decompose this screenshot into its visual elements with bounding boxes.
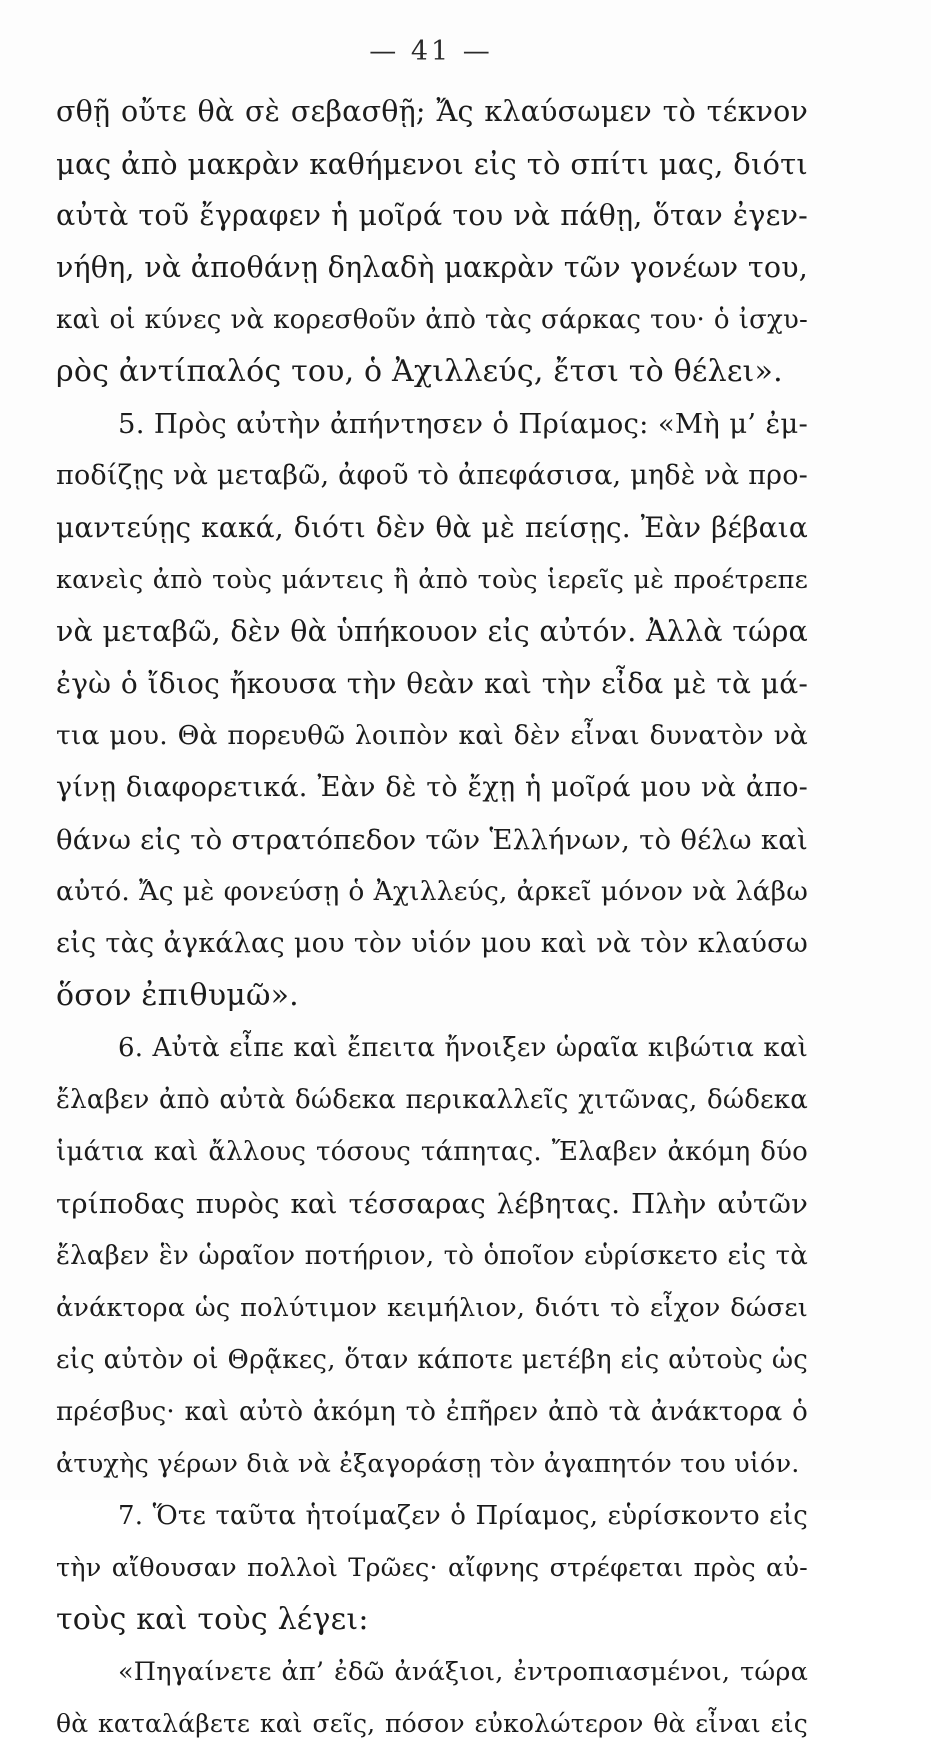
text-line: τοὺς καὶ τοὺς λέγει:: [56, 1602, 369, 1637]
text-line: εἰς τὰς ἀγκάλας μου τὸν υἱόν μου καὶ νὰ τὸν κλαύσω: [56, 928, 808, 959]
text-line: καὶ οἱ κύνες νὰ κορεσθοῦν ἀπὸ τὰς σάρκας του· ὁ ἰσχυ-: [56, 305, 808, 335]
text-line: ὅσον ἐπιθυμῶ».: [56, 978, 299, 1013]
text-line: ἐγὼ ὁ ἴδιος ἤκουσα τὴν θεὰν καὶ τὴν εἶδα μὲ τὰ μά-: [56, 667, 808, 700]
text-line: θάνω εἰς τὸ στρατόπεδον τῶν Ἑλλήνων, τὸ θέλω καὶ: [56, 824, 808, 856]
text-line: σθῇ οὔτε θὰ σὲ σεβασθῇ; Ἄς κλαύσωμεν τὸ τέκνον: [56, 95, 808, 128]
page-body-text: [56, 86, 808, 1750]
text-line: τὴν αἴθουσαν πολλοὶ Τρῶες· αἴφνης στρέφεται πρὸς αὐ-: [56, 1553, 808, 1583]
text-line: ἱμάτια καὶ ἄλλους τόσους τάπητας. Ἔλαβεν ἀκόμη δύο: [56, 1137, 808, 1167]
text-line: μας ἀπὸ μακρὰν καθήμενοι εἰς τὸ σπίτι μας, διότι: [56, 147, 808, 181]
text-line: ρὸς ἀντίπαλός του, ὁ Ἀχιλλεύς, ἔτσι τὸ θέλει».: [56, 354, 783, 389]
paragraph-start-line: 5. Πρὸς αὐτὴν ἀπήντησεν ὁ Πρίαμος: «Μὴ μ’ ἐμ-: [118, 408, 808, 440]
page-number: — 41 —: [369, 36, 493, 67]
text-line: νὰ μεταβῶ, δὲν θὰ ὑπήκουον εἰς αὐτόν. Ἀλλὰ τώρα: [56, 615, 808, 648]
paragraph-start-line: 6. Αὐτὰ εἶπε καὶ ἔπειτα ἤνοιξεν ὡραῖα κιβώτια καὶ: [118, 1033, 808, 1063]
text-line: ποδίζῃς νὰ μεταβῶ, ἀφοῦ τὸ ἀπεφάσισα, μηδὲ νὰ προ-: [56, 460, 808, 491]
text-line: τρίποδας πυρὸς καὶ τέσσαρας λέβητας. Πλὴν αὐτῶν: [56, 1188, 808, 1220]
text-line: πρέσβυς· καὶ αὐτὸ ἀκόμη τὸ ἐπῆρεν ἀπὸ τὰ ἀνάκτορα ὁ: [56, 1397, 808, 1427]
text-line: ἔλαβεν ἓν ὡραῖον ποτήριον, τὸ ὁποῖον εὑρίσκετο εἰς τὰ: [56, 1241, 808, 1271]
text-line: αὐτὰ τοῦ ἔγραφεν ἡ μοῖρά του νὰ πάθῃ, ὅταν ἐγεν-: [56, 199, 808, 232]
text-line: εἰς αὐτὸν οἱ Θρᾷκες, ὅταν κάποτε μετέβη εἰς αὐτοὺς ὡς: [56, 1345, 808, 1375]
text-line: ἔλαβεν ἀπὸ αὐτὰ δώδεκα περικαλλεῖς χιτῶνας, δώδεκα: [56, 1085, 808, 1115]
text-line: ἀτυχὴς γέρων διὰ νὰ ἐξαγοράσῃ τὸν ἀγαπητόν του υἱόν.: [56, 1449, 800, 1479]
paragraph-start-line: 7. Ὅτε ταῦτα ἡτοίμαζεν ὁ Πρίαμος, εὑρίσκοντο εἰς: [118, 1501, 808, 1531]
text-line: τια μου. Θὰ πορευθῶ λοιπὸν καὶ δὲν εἶναι δυνατὸν νὰ: [56, 720, 808, 751]
text-line: ἀνάκτορα ὡς πολύτιμον κειμήλιον, διότι τὸ εἶχον δώσει: [56, 1293, 808, 1323]
text-line: γίνῃ διαφορετικά. Ἐὰν δὲ τὸ ἔχῃ ἡ μοῖρά μου νὰ ἀπο-: [56, 772, 808, 803]
text-line: θὰ καταλάβετε καὶ σεῖς, πόσον εὐκολώτερον θὰ εἶναι εἰς: [56, 1709, 808, 1738]
text-line: αὐτό. Ἄς μὲ φονεύσῃ ὁ Ἀχιλλεύς, ἀρκεῖ μόνον νὰ λάβω: [56, 876, 808, 907]
text-line: νήθη, νὰ ἀποθάνῃ δηλαδὴ μακρὰν τῶν γονέων του,: [56, 251, 808, 284]
paragraph-start-line: «Πηγαίνετε ἀπ’ ἐδῶ ἀνάξιοι, ἐντροπιασμένοι, τώρα: [118, 1657, 808, 1687]
text-line: μαντεύῃς κακά, διότι δὲν θὰ μὲ πείσῃς. Ἐὰν βέβαια: [56, 511, 808, 544]
text-line: κανεὶς ἀπὸ τοὺς μάντεις ἢ ἀπὸ τοὺς ἱερεῖς μὲ προέτρεπε: [56, 565, 808, 595]
